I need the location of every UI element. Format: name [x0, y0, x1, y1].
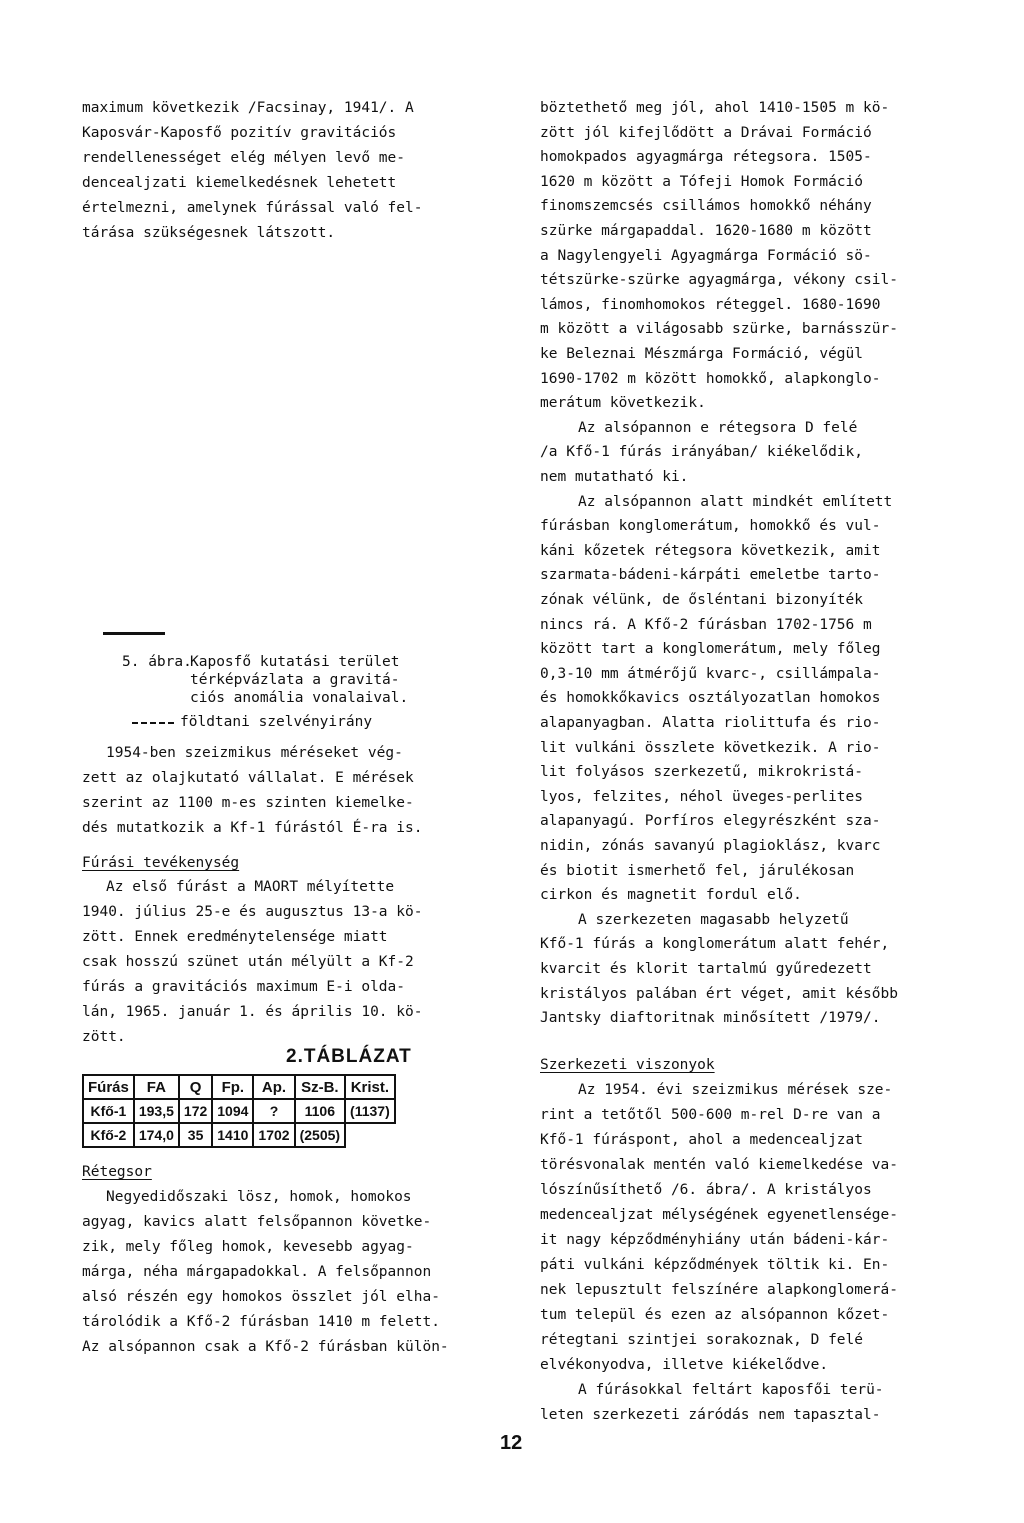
table-header-cell: Sz-B.: [295, 1075, 345, 1099]
table-header-cell: FA: [134, 1075, 179, 1099]
text-line: it nagy képződményhiány után bádeni-kár-: [540, 1232, 890, 1248]
table-cell: 193,5: [134, 1099, 179, 1123]
text-line: lán, 1965. január 1. és április 10. kö-: [82, 1004, 423, 1020]
text-line: /a Kfő-1 fúrás irányában/ kiékelődik,: [540, 444, 864, 460]
table-header-cell: Q: [179, 1075, 212, 1099]
text-line: zónak vélünk, de ősléntani bizonyíték: [540, 592, 864, 608]
text-line: Az első fúrást a MAORT mélyítette: [106, 879, 395, 895]
table-cell: (2505): [295, 1123, 345, 1147]
text-line: dencealjzati kiemelkedésnek lehetett: [82, 175, 397, 191]
table-cell: Kfő-1: [83, 1099, 134, 1123]
figure-caption-line: térképvázlata a gravitá-: [190, 672, 400, 688]
text-line: Az alsópannon csak a Kfő-2 fúrásban külön-: [82, 1339, 449, 1355]
legend-dash-symbol: [132, 722, 174, 724]
section-heading-stratigraphy: Rétegsor: [82, 1164, 152, 1180]
text-line: 1620 m között a Tófeji Homok Formáció: [540, 174, 864, 190]
text-line: fúrásban konglomerátum, homokkő és vul-: [540, 518, 881, 534]
table-title: 2.TÁBLÁZAT: [286, 1046, 412, 1067]
text-line: kvarcit és klorit tartalmú gyűredezett: [540, 961, 872, 977]
text-line: Az alsópannon e rétegsora D felé: [578, 420, 858, 436]
text-line: m között a világosabb szürke, barnásszür-: [540, 321, 898, 337]
text-line: medencealjzat mélységének egyenetlensége-: [540, 1207, 898, 1223]
text-line: alapanyagban. Alatta riolittufa és rio-: [540, 715, 881, 731]
text-line: böztethető meg jól, ahol 1410-1505 m kö-: [540, 100, 890, 116]
table-cell: 1410: [212, 1123, 253, 1147]
text-line: Kfő-1 fúráspont, ahol a medencealjzat: [540, 1132, 864, 1148]
figure-caption-line: ciós anomália vonalaival.: [190, 690, 409, 706]
table-cell: (1137): [345, 1099, 395, 1123]
table-header-cell: Fp.: [212, 1075, 253, 1099]
table-cell: 1094: [212, 1099, 253, 1123]
text-line: ke Beleznai Mészmárga Formáció, végül: [540, 346, 864, 362]
text-line: Kfő-1 fúrás a konglomerátum alatt fehér,: [540, 936, 890, 952]
text-line: a Nagylengyeli Agyagmárga Formáció sö-: [540, 248, 872, 264]
text-line: Jantsky diaftoritnak minősített /1979/.: [540, 1010, 881, 1026]
text-line: Az alsópannon alatt mindkét említett: [578, 494, 893, 510]
table-cell: 1106: [295, 1099, 345, 1123]
text-line: Negyedidőszaki lösz, homok, homokos: [106, 1189, 412, 1205]
text-line: merátum következik.: [540, 395, 706, 411]
text-line: nidin, zónás savanyú plagioklász, kvarc: [540, 838, 881, 854]
text-line: tum települ és ezen az alsópannon kőzet-: [540, 1307, 890, 1323]
text-line: finomszemcsés csillámos homokkő néhány: [540, 198, 872, 214]
table-header-cell: Ap.: [253, 1075, 294, 1099]
text-line: márga, néha márgapadokkal. A felsőpannon: [82, 1264, 432, 1280]
text-line: szürke márgapaddal. 1620-1680 m között: [540, 223, 872, 239]
text-line: agyag, kavics alatt felsőpannon követke-: [82, 1214, 432, 1230]
text-line: alapanyagú. Porfíros elegyrészként sza-: [540, 813, 881, 829]
text-line: leten szerkezeti záródás nem tapasztal-: [540, 1407, 881, 1423]
text-line: homokpados agyagmárga rétegsora. 1505-: [540, 149, 872, 165]
text-line: zött jól kifejlődött a Drávai Formáció: [540, 125, 872, 141]
text-line: rétegtani szintjei sorakoznak, D felé: [540, 1332, 864, 1348]
text-line: lit folyásos szerkezetű, mikrokristá-: [540, 764, 864, 780]
text-line: törésvonalak mentén való kiemelkedése va-: [540, 1157, 898, 1173]
table-cell: 35: [179, 1123, 212, 1147]
text-line: nem mutatható ki.: [540, 469, 689, 485]
text-line: értelmezni, amelynek fúrással való fel-: [82, 200, 423, 216]
text-line: 1690-1702 m között homokkő, alapkonglo-: [540, 371, 881, 387]
text-line: káni kőzetek rétegsora következik, amit: [540, 543, 881, 559]
text-line: nincs rá. A Kfő-2 fúrásban 1702-1756 m: [540, 617, 872, 633]
text-line: szarmata-bádeni-kárpáti emeletbe tarto-: [540, 567, 881, 583]
text-line: A fúrásokkal feltárt kaposfői terü-: [578, 1382, 884, 1398]
figure-label: 5. ábra.: [122, 654, 192, 670]
table-row: [83, 1099, 395, 1123]
text-line: cirkon és magnetit fordul elő.: [540, 887, 802, 903]
table-cell: 174,0: [134, 1123, 179, 1147]
text-line: dés mutatkozik a Kf-1 fúrástól É-ra is.: [82, 820, 423, 836]
text-line: rint a tetőtől 500-600 m-rel D-re van a: [540, 1107, 881, 1123]
text-line: tárolódik a Kfő-2 fúrásban 1410 m felett.: [82, 1314, 440, 1330]
text-line: lámos, finomhomokos réteggel. 1680-1690: [540, 297, 881, 313]
text-line: lyos, felzites, néhol üveges-perlites: [540, 789, 864, 805]
text-line: 1954-ben szeizmikus méréseket vég-: [106, 745, 403, 761]
section-heading-structure: Szerkezeti viszonyok: [540, 1057, 715, 1073]
text-line: és biotit ismerhető fel, járulékosan: [540, 863, 855, 879]
text-line: szerint az 1100 m-es szinten kiemelke-: [82, 795, 414, 811]
text-line: csak hosszú szünet után mélyült a Kf-2: [82, 954, 414, 970]
figure-scale-bar: [103, 632, 165, 635]
text-line: maximum következik /Facsinay, 1941/. A: [82, 100, 414, 116]
table-cell: 1702: [253, 1123, 294, 1147]
data-table: [82, 1074, 396, 1148]
text-line: fúrás a gravitációs maximum E-i olda-: [82, 979, 406, 995]
text-line: tárása szükségesnek látszott.: [82, 225, 336, 241]
text-line: A szerkezeten magasabb helyzetű: [578, 912, 849, 928]
text-line: alsó részén egy homokos összlet jól elha-: [82, 1289, 440, 1305]
table-header-cell: Fúrás: [83, 1075, 134, 1099]
text-line: nek lepusztult felszínére alapkonglomerá-: [540, 1282, 898, 1298]
text-line: 0,3-10 mm átmérőjű kvarc-, csillámpala-: [540, 666, 881, 682]
table-row: [83, 1123, 395, 1147]
text-line: rendellenességet elég mélyen levő me-: [82, 150, 406, 166]
table-cell: [345, 1123, 395, 1147]
table-cell: Kfő-2: [83, 1123, 134, 1147]
figure-caption-line: Kaposfő kutatási terület: [190, 654, 400, 670]
text-line: zött.: [82, 1029, 126, 1045]
text-line: zik, mely főleg homok, kevesebb agyag-: [82, 1239, 414, 1255]
page-number: 12: [500, 1432, 523, 1454]
text-line: lószínűsíthető /6. ábra/. A kristályos: [540, 1182, 872, 1198]
text-line: tétszürke-szürke agyagmárga, vékony csil-: [540, 272, 898, 288]
text-line: Kaposvár-Kaposfő pozitív gravitációs: [82, 125, 397, 141]
text-line: elvékonyodva, illetve kiékelődve.: [540, 1357, 829, 1373]
table-cell: 172: [179, 1099, 212, 1123]
text-line: Az 1954. évi szeizmikus mérések sze-: [578, 1082, 893, 1098]
text-line: lit vulkáni összlete következik. A rio-: [540, 740, 881, 756]
text-line: kristályos palában ért véget, amit később: [540, 986, 898, 1002]
text-line: és homokkőkavics osztályozatlan homokos: [540, 690, 881, 706]
figure-legend-text: földtani szelvényirány: [180, 714, 373, 730]
table-header-row: [83, 1075, 395, 1099]
section-heading-drilling: Fúrási tevékenység: [82, 855, 240, 871]
text-line: között tart a konglomerátum, mely főleg: [540, 641, 881, 657]
table-cell: ?: [253, 1099, 294, 1123]
text-line: páti vulkáni képződmények töltik ki. En-: [540, 1257, 890, 1273]
text-line: zött. Ennek eredménytelensége miatt: [82, 929, 388, 945]
text-line: zett az olajkutató vállalat. E mérések: [82, 770, 414, 786]
table-header-cell: Krist.: [345, 1075, 395, 1099]
text-line: 1940. július 25-e és augusztus 13-a kö-: [82, 904, 423, 920]
